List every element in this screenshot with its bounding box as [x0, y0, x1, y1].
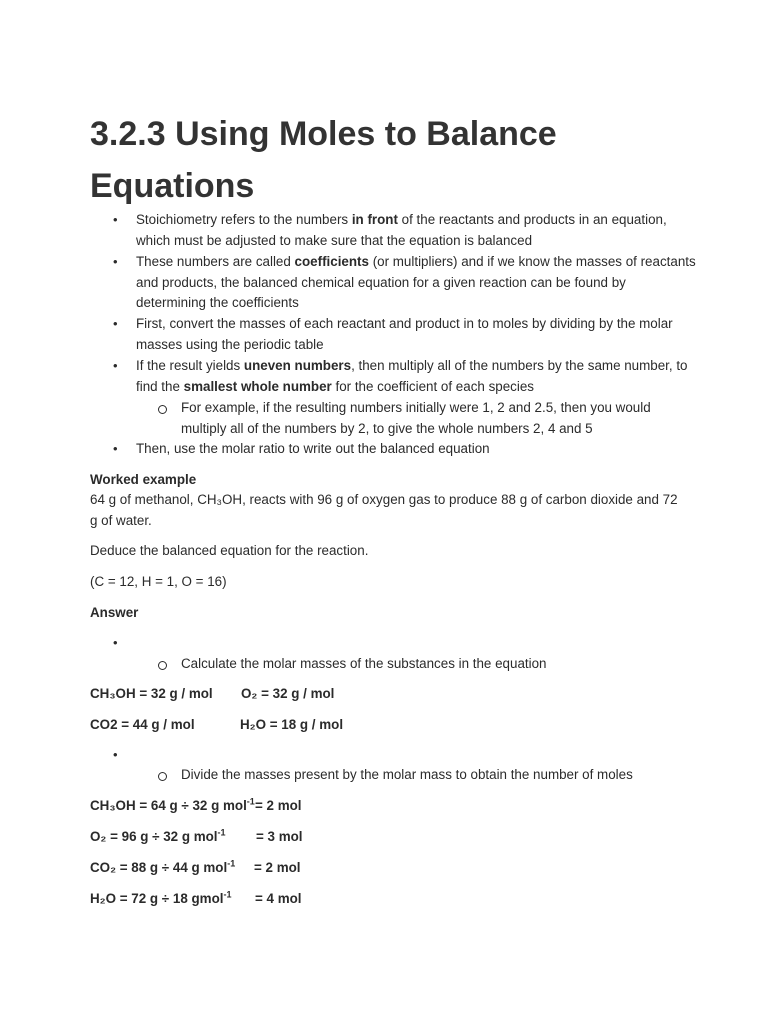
bullet-text: Then, use the molar ratio to write out the balanced equation	[136, 441, 490, 456]
molar-mass-h2o: H₂O = 18 g / mol	[240, 717, 344, 732]
moles-co2: CO₂ = 88 g ÷ 44 g mol$^{-1}$	[90, 858, 236, 875]
bullet-text: for the coefficient of each species	[331, 378, 534, 394]
molar-mass-co2: CO2 = 44 g / mol	[90, 717, 195, 732]
moles-ch3oh-result: = 2 mol	[255, 798, 302, 813]
molar-mass-o2: O₂ = 32 g / mol	[241, 686, 335, 701]
moles-co2-result: = 2 mol	[254, 860, 301, 875]
bullet-text: These numbers are called	[136, 254, 295, 269]
step-1: Calculate the molar masses of the substances in the equation	[181, 656, 547, 671]
moles-o2: O₂ = 96 g ÷ 32 g mol$^{-1}$	[90, 827, 226, 844]
bullet-emphasis: uneven numbers	[243, 358, 352, 373]
moles-o2-result: = 3 mol	[256, 829, 303, 844]
bullet-emphasis: smallest whole number	[183, 378, 332, 394]
bullet-icon: •	[113, 212, 118, 227]
sub-bullet-icon	[158, 772, 167, 781]
sub-bullet-icon	[158, 661, 167, 670]
bullet-emphasis: in front	[351, 212, 398, 227]
bullet-item	[136, 439, 696, 460]
bullet-text: , then multiply all of the numbers by the same number, to find the	[136, 358, 688, 394]
sub-bullet-item: For example, if the resulting numbers initially were 1, 2 and 2.5, then you would multiply all of the numbers by 2, to give the whole numbers 2, 4 and 5	[181, 400, 651, 436]
bullet-item	[136, 356, 696, 397]
bullet-text: of the reactants and products in an equation, which must be adjusted to make sure that the equation is balanced	[136, 212, 667, 248]
sub-bullet-icon	[158, 405, 167, 414]
worked-example-text: 64 g of methanol, CH₃OH, reacts with 96 g of oxygen gas to produce 88 g of carbon dioxide and 72 g of water.	[90, 492, 678, 528]
bullet-icon: •	[113, 635, 118, 650]
moles-h2o-result: = 4 mol	[255, 891, 302, 906]
deduce-text: Deduce the balanced equation for the reaction.	[90, 543, 369, 558]
bullet-icon: •	[113, 358, 118, 373]
molar-mass-ch3oh: CH₃OH = 32 g / mol	[90, 686, 213, 701]
moles-h2o: H₂O = 72 g ÷ 18 gmol$^{-1}$	[90, 889, 232, 906]
bullet-icon: •	[113, 316, 118, 331]
page-title: 3.2.3 Using Moles to Balance Equations	[90, 115, 557, 205]
bullet-text: First, convert the masses of each reactant and product in to moles by dividing by the molar masses using the periodic table	[136, 316, 673, 352]
bullet-icon: •	[113, 441, 118, 456]
step-2: Divide the masses present by the molar mass to obtain the number of moles	[181, 767, 633, 782]
worked-example-heading: Worked example	[90, 472, 197, 487]
moles-ch3oh: CH₃OH = 64 g ÷ 32 g mol$^{-1}$	[90, 796, 255, 813]
bullet-item	[136, 314, 696, 355]
bullet-text: Stoichiometry refers to the numbers	[136, 212, 352, 227]
bullet-icon: •	[113, 747, 118, 762]
relative-masses: (C = 12, H = 1, O = 16)	[90, 574, 227, 589]
bullet-emphasis: coefficients	[294, 254, 369, 269]
bullet-text: (or multipliers) and if we know the masses of reactants and products, the balanced chemical equation for a given reaction can be found by determining the coefficients	[136, 254, 696, 311]
bullet-icon: •	[113, 254, 118, 269]
bullet-text: If the result yields	[136, 358, 244, 373]
answer-heading: Answer	[90, 605, 139, 620]
bullet-item	[136, 210, 696, 251]
bullet-item	[136, 252, 696, 314]
